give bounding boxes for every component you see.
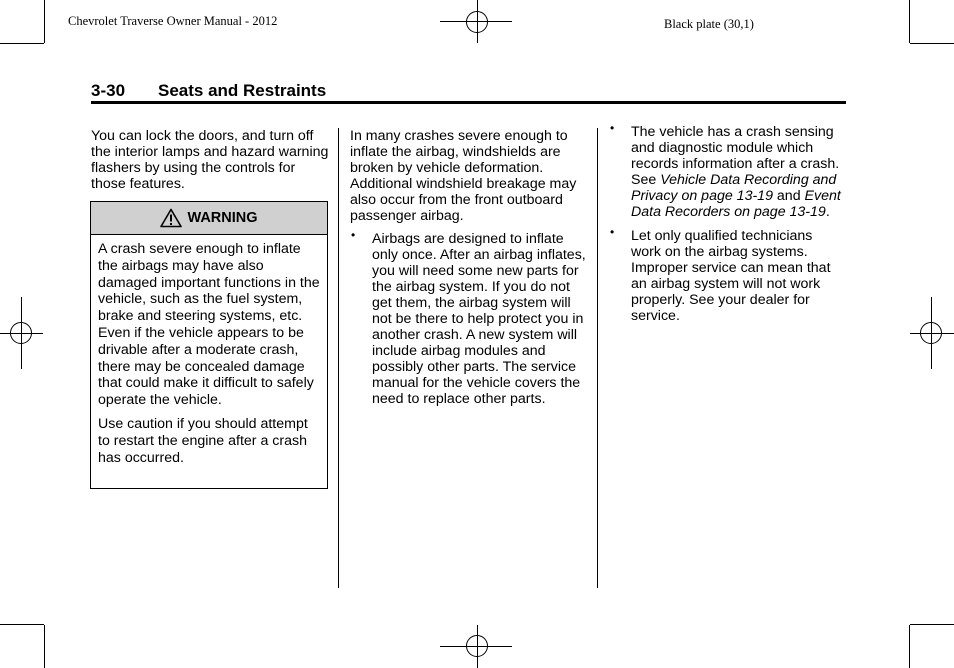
registration-circle-left	[10, 322, 32, 344]
col3-bullet1-text: The vehicle has a crash sensing and diagnostic module which records information after a crash. See	[631, 124, 840, 188]
col2-bullet-list	[350, 231, 586, 407]
crop-mark-top-right-h	[910, 43, 954, 44]
col3-bullet1-and: and	[772, 188, 805, 204]
vehicle-data-recording-reference[interactable]: Vehicle Data Recording and Privacy on page 13-19	[631, 172, 837, 204]
heading-rule	[91, 101, 846, 104]
column-divider-2	[597, 128, 598, 588]
page-heading	[91, 81, 326, 101]
col1-intro-paragraph: You can lock the doors, and turn off the interior lamps and hazard warning flashers by using the controls for those features.	[91, 128, 329, 192]
warning-title: WARNING	[187, 210, 258, 226]
crop-mark-bottom-right-h	[910, 624, 954, 625]
page-number: 3-30	[91, 81, 126, 100]
warning-body	[91, 235, 327, 479]
warning-triangle-icon	[160, 208, 182, 228]
crop-mark-bottom-right-v	[909, 625, 910, 668]
crop-mark-top-left-h	[0, 43, 44, 44]
event-data-recorders-reference[interactable]: Event Data Recorders on page 13-19	[631, 188, 841, 220]
col3-bullet-list	[609, 124, 845, 324]
col3-bullet-item-1	[609, 124, 845, 220]
running-header-right: Black plate (30,1)	[664, 17, 754, 31]
col3-bullet1-end: .	[825, 204, 830, 220]
col2-bullet-item: • Airbags are designed to inflate only once. After an airbag inflates, you will need some new parts for the airbag system. If you do not get them, the airbag system will not be there to help protect you in another crash. A new system will include airbag modules and possibly other parts. The service manual for the vehicle covers the need to replace other parts.	[350, 231, 586, 407]
col2-intro-paragraph: In many crashes severe enough to inflate the airbag, windshields are broken by vehicle deformation. Additional windshield breakage may also occur from the front outboard passenger airbag.	[350, 128, 577, 224]
registration-circle-bottom	[466, 635, 488, 657]
crop-mark-bottom-left-v	[44, 625, 45, 668]
section-title: Seats and Restraints	[158, 81, 327, 100]
crop-mark-top-right-v	[909, 0, 910, 43]
col3-bullet-item-2: • Let only qualified technicians work on the airbag systems. Improper service can mean that an airbag system will not work properly. See your dealer for service.	[609, 228, 845, 324]
warning-header	[91, 202, 327, 235]
crop-mark-top-left-v	[44, 0, 45, 43]
column-1	[91, 128, 331, 192]
registration-circle-top	[466, 11, 488, 33]
warning-paragraph-2: Use caution if you should attempt to restart the engine after a crash has occurred.	[98, 415, 308, 466]
column-divider-1	[338, 128, 339, 588]
column-2	[350, 128, 586, 415]
running-header-left: Chevrolet Traverse Owner Manual - 2012	[68, 14, 278, 28]
warning-paragraph-1: A crash severe enough to inflate the airbags may have also damaged important functions in the vehicle, such as the fuel system, brake and steering systems, etc. Even if the vehicle appears to be drivable after a moderate crash, there may be concealed damage that could make it difficult to safely operate the vehicle.	[98, 241, 320, 409]
crop-mark-bottom-left-h	[0, 624, 44, 625]
column-3	[609, 124, 845, 332]
warning-box	[90, 201, 328, 489]
registration-circle-right	[920, 322, 942, 344]
